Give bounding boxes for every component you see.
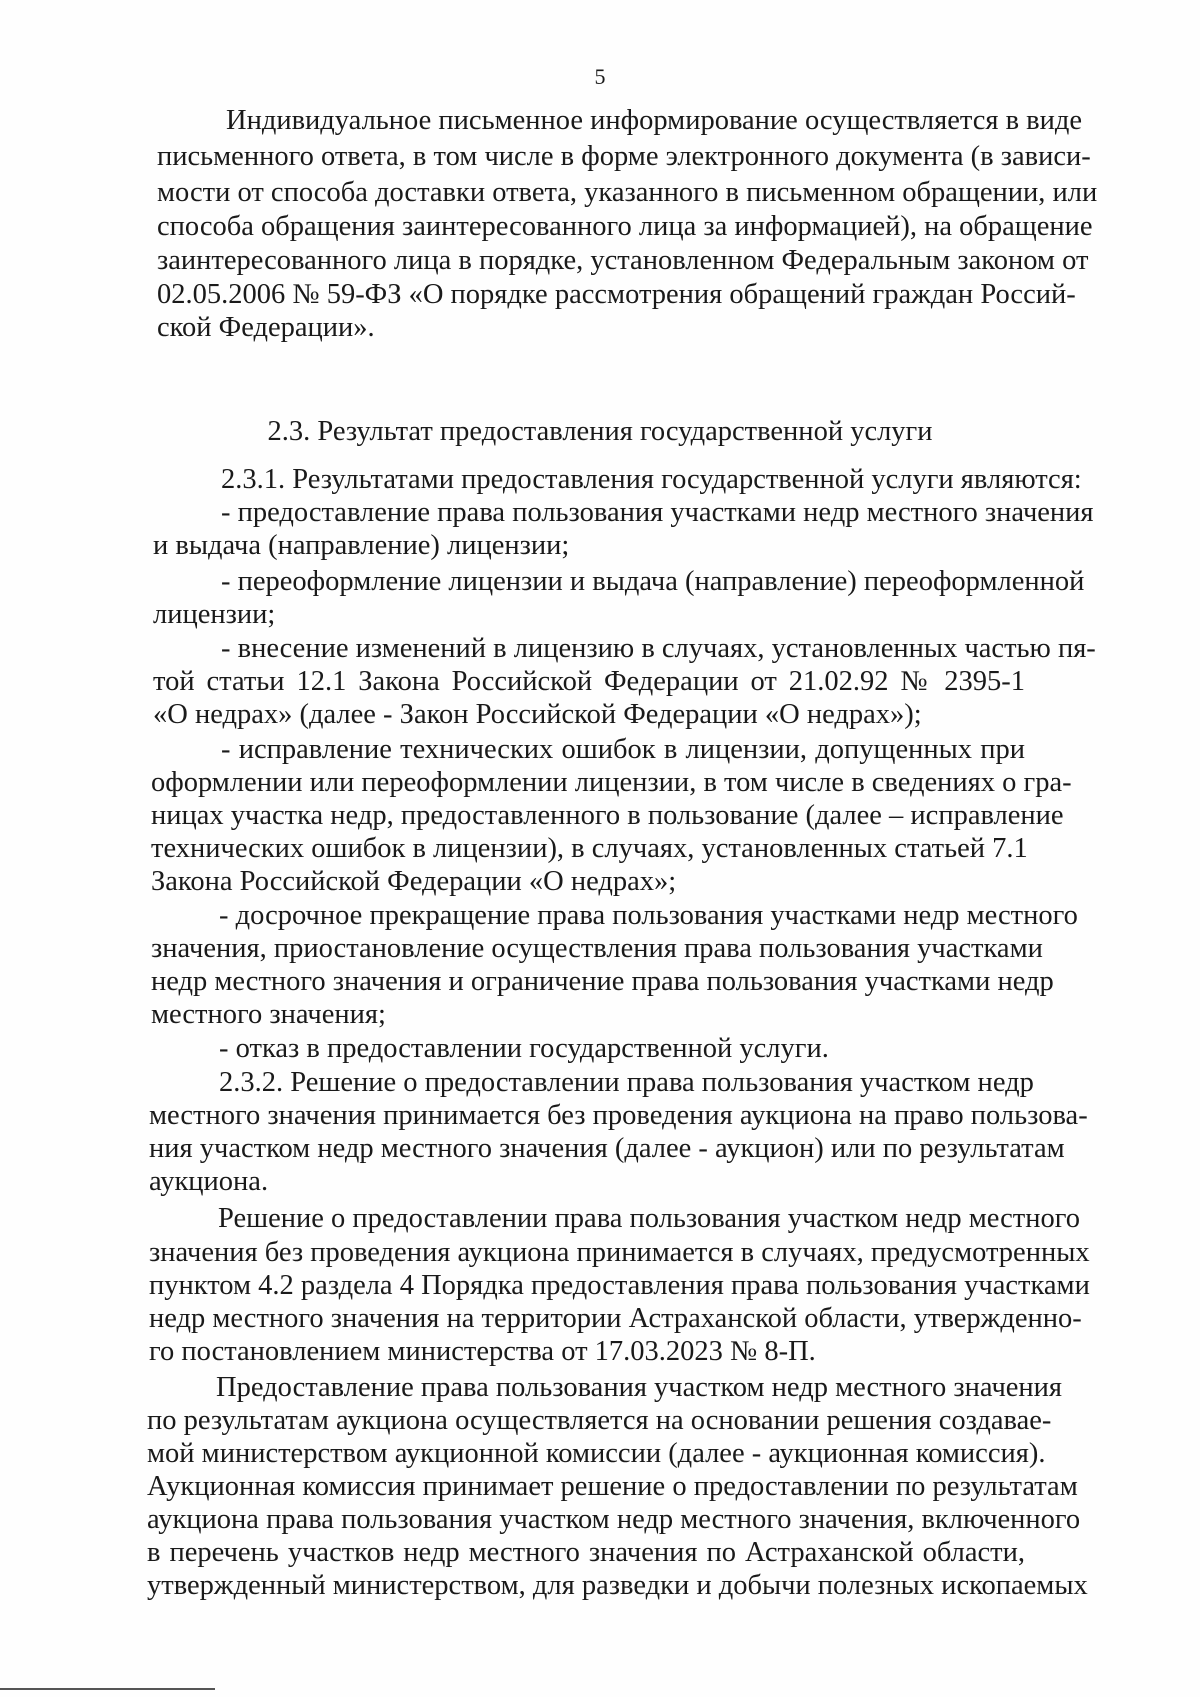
text-line: - переоформление лицензии и выдача (направление) переоформленной — [221, 566, 1085, 597]
text-line: мой министерством аукционной комиссии (далее - аукционная комиссия). — [147, 1438, 1046, 1469]
text-line: аукциона права пользования участком недр местного значения, включенного — [147, 1504, 1081, 1535]
text-line: мости от способа доставки ответа, указанного в письменном обращении, или — [157, 177, 1098, 208]
text-line: - исправление технических ошибок в лицензии, допущенных при — [221, 734, 1025, 765]
text-line: в перечень участков недр местного значения по Астраханской области, — [147, 1537, 1025, 1568]
text-line: утвержденный министерством, для разведки и добычи полезных ископаемых — [147, 1570, 1088, 1601]
text-line: Решение о предоставлении права пользования участком недр местного — [218, 1203, 1080, 1234]
text-line: оформлении или переоформлении лицензии, в том числе в сведениях о гра- — [151, 767, 1072, 798]
text-line: Закона Российской Федерации «О недрах»; — [151, 866, 677, 897]
text-line: лицензии; — [153, 599, 276, 630]
text-line: 2.3.2. Решение о предоставлении права пользования участком недр — [219, 1067, 1034, 1098]
text-line: значения без проведения аукциона принимается в случаях, предусмотренных — [149, 1237, 1090, 1268]
text-line: пунктом 4.2 раздела 4 Порядка предоставления права пользования участками — [149, 1270, 1090, 1301]
text-line: - предоставление права пользования участками недр местного значения — [221, 497, 1094, 528]
text-line: Аукционная комиссия принимает решение о предоставлении по результатам — [147, 1471, 1078, 1502]
text-line: той статьи 12.1 Закона Российской Федерации от 21.02.92 № 2395-1 — [153, 666, 1025, 697]
text-line: недр местного значения и ограничение права пользования участками недр — [151, 966, 1054, 997]
text-line: по результатам аукциона осуществляется на основании решения создавае- — [147, 1405, 1052, 1436]
text-line: - досрочное прекращение права пользования участками недр местного — [219, 900, 1078, 931]
text-line: ницах участка недр, предоставленного в пользование (далее – исправление — [151, 800, 1064, 831]
text-line: местного значения; — [151, 999, 386, 1030]
text-line: технических ошибок в лицензии), в случаях, установленных статьей 7.1 — [151, 833, 1028, 864]
text-line: способа обращения заинтересованного лица за информацией), на обращение — [157, 211, 1093, 242]
text-line: «О недрах» (далее - Закон Российской Федерации «О недрах»); — [153, 699, 922, 730]
text-line: письменного ответа, в том числе в форме электронного документа (в зависи- — [157, 141, 1091, 172]
text-line: Предоставление права пользования участком недр местного значения — [216, 1372, 1063, 1403]
page-number: 5 — [594, 64, 606, 89]
scan-edge-line — [0, 1688, 215, 1690]
text-line: и выдача (направление) лицензии; — [153, 530, 570, 561]
text-line: 2.3.1. Результатами предоставления государственной услуги являются: — [221, 464, 1082, 495]
text-line: значения, приостановление осуществления права пользования участками — [151, 933, 1043, 964]
text-line: - внесение изменений в лицензию в случаях, установленных частью пя- — [221, 633, 1096, 664]
text-line: го постановлением министерства от 17.03.2023 № 8-П. — [149, 1336, 816, 1367]
text-line: ния участком недр местного значения (далее - аукцион) или по результатам — [149, 1133, 1065, 1164]
text-line: Индивидуальное письменное информирование осуществляется в виде — [226, 105, 1083, 136]
text-line: местного значения принимается без проведения аукциона на право пользова- — [149, 1100, 1088, 1131]
text-line: - отказ в предоставлении государственной услуги. — [219, 1033, 829, 1064]
text-line: аукциона. — [149, 1166, 269, 1197]
text-line: ской Федерации». — [157, 312, 375, 343]
text-line: 02.05.2006 № 59-ФЗ «О порядке рассмотрения обращений граждан Россий- — [157, 279, 1076, 310]
section-heading: 2.3. Результат предоставления государственной услуги — [267, 416, 933, 447]
text-line: заинтересованного лица в порядке, установленном Федеральным законом от — [157, 245, 1089, 276]
text-line: недр местного значения на территории Астраханской области, утвержденно- — [149, 1303, 1082, 1334]
